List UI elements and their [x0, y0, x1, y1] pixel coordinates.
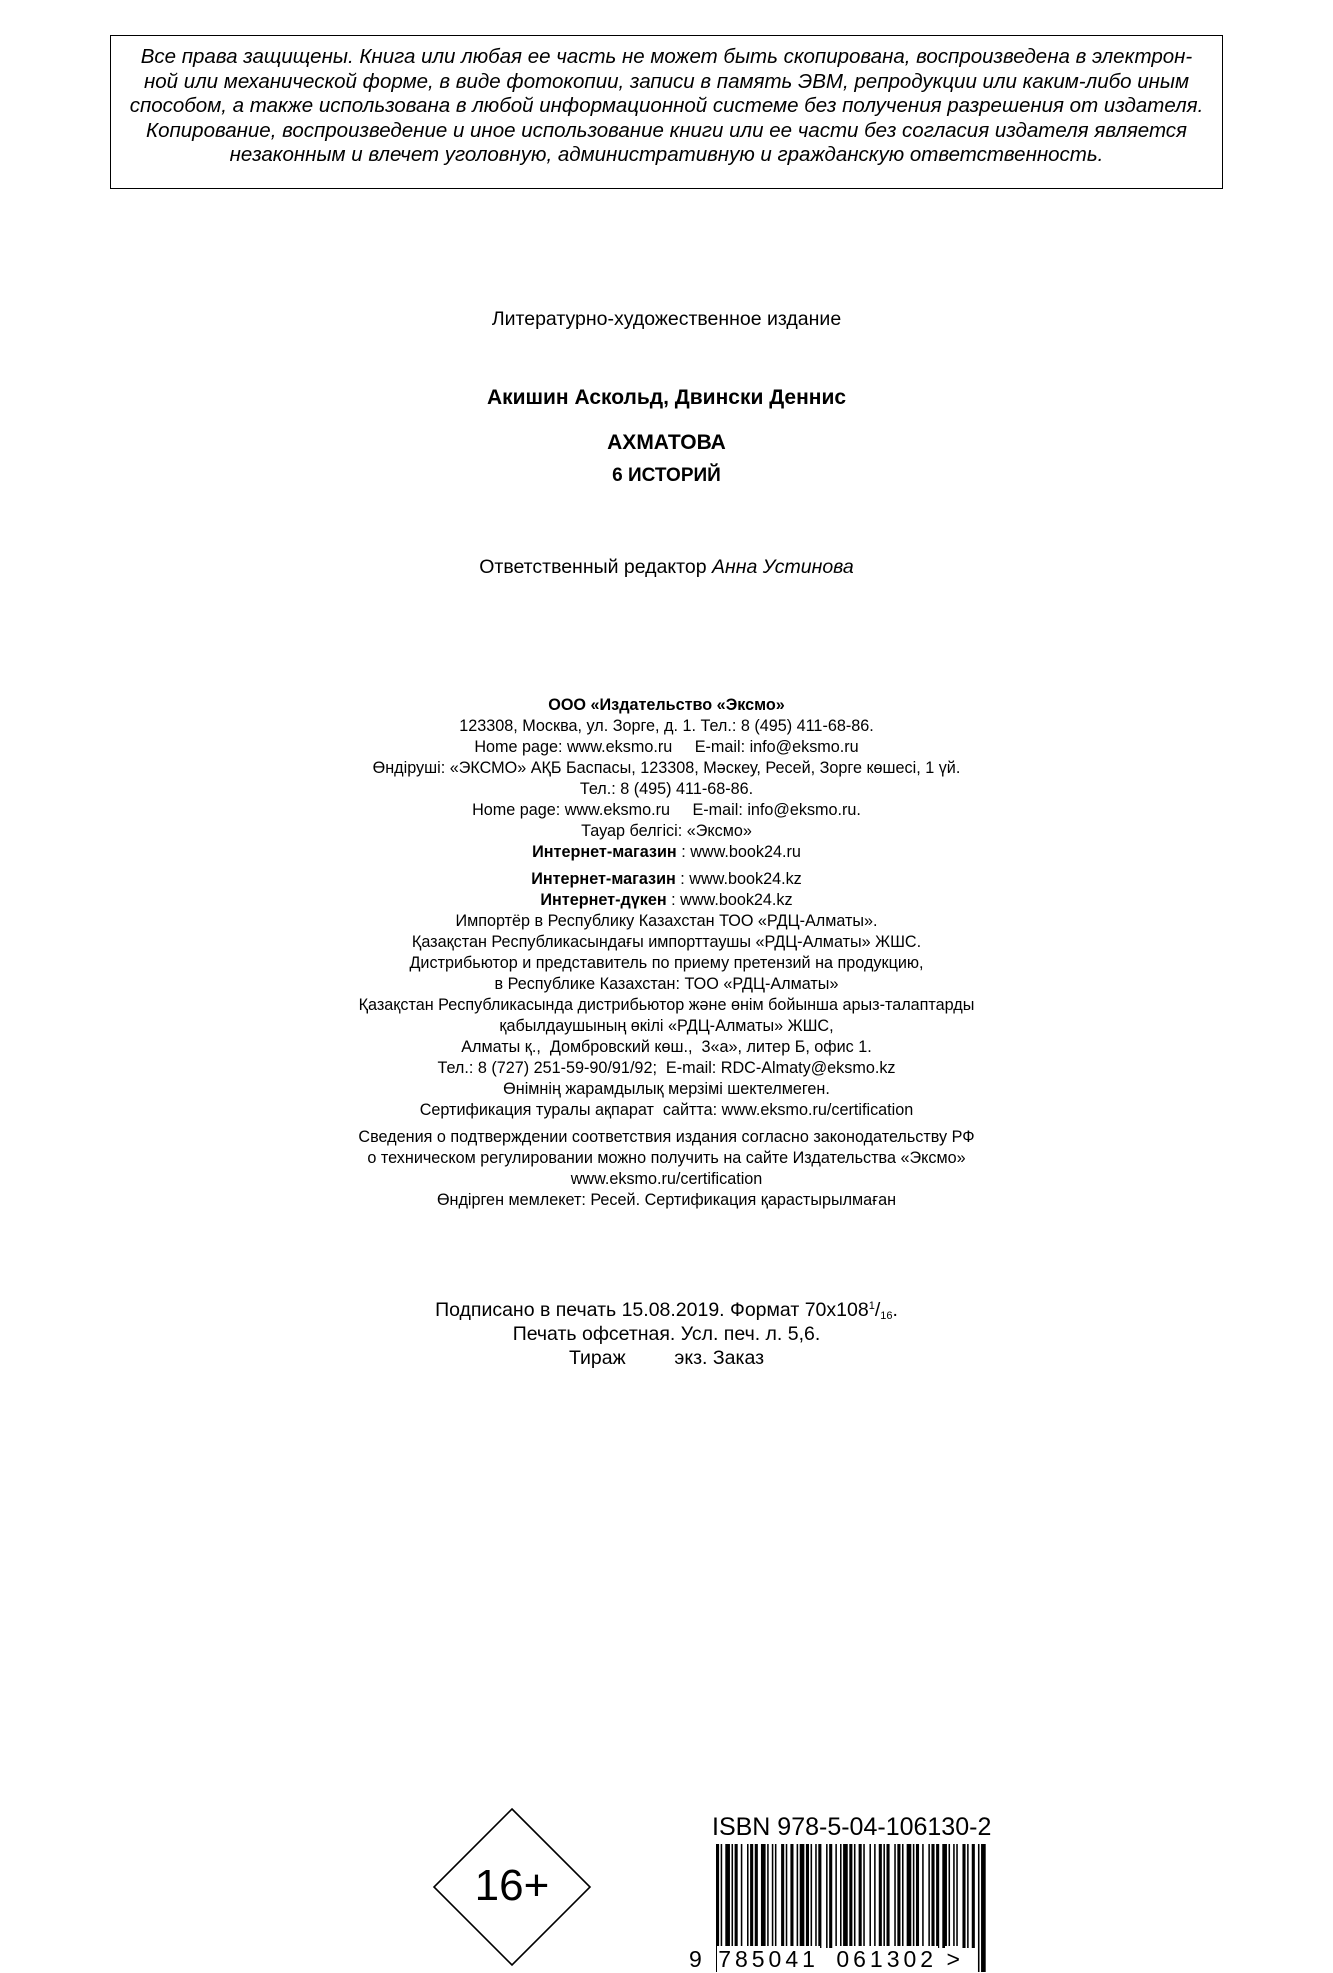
distributor-kz-line: қабылдаушының өкілі «РДЦ-Алматы» ЖШС, [499, 1017, 834, 1035]
copyright-line: Все права защищены. Книга или любая ее часть не может быть скопирована, воспроизведена в электрон- [140, 45, 1193, 68]
kz-web: Home page: www.eksmo.ru E-mail: info@eksmo.ru. [472, 801, 861, 819]
origin-country: Өндірген мемлекет: Ресей. Сертификация қарастырылмаған [436, 1191, 897, 1209]
shop-kz [0, 869, 1333, 890]
shop-ru-label: Интернет-магазин [532, 843, 677, 861]
editor-line [0, 556, 1333, 579]
circulation: Тираж экз. Заказ [568, 1347, 765, 1369]
shop-kz-value: : www.book24.kz [675, 870, 802, 888]
format-end: . [892, 1299, 898, 1321]
barcode-group-1: 785041 [718, 1946, 819, 1972]
isbn: ISBN 978-5-04-106130-2 [712, 1813, 992, 1841]
kz-address: Алматы қ., Домбровский көш., 3«а», литер Б, офис 1. [461, 1038, 872, 1056]
shop-ru [0, 842, 1333, 863]
copyright-line: незаконным и влечет уголовную, административную и гражданскую ответственность. [229, 143, 1104, 167]
distributor-line: Дистрибьютор и представитель по приему претензий на продукцию, [409, 954, 924, 972]
book-title: АХМАТОВА [607, 431, 726, 454]
book-subtitle: 6 ИСТОРИЙ [612, 465, 721, 486]
barcode-lead-digit: 9 [689, 1946, 703, 1972]
age-rating-text: 16+ [474, 1861, 550, 1910]
shop-kz-label: Интернет-магазин [531, 870, 676, 888]
shop-kz2-value: : www.book24.kz [666, 891, 793, 909]
shop-ru-value: : www.book24.ru [676, 843, 801, 861]
format-slash: / [874, 1299, 881, 1321]
authors: Акишин Аскольд, Двински Деннис [486, 386, 847, 409]
distributor-kz-line: Қазақстан Республикасында дистрибьютор және өнім бойынша арыз-талаптарды [358, 996, 975, 1014]
trademark: Тауар белгісі: «Эксмо» [581, 822, 752, 840]
kz-contacts: Тел.: 8 (727) 251-59-90/91/92; E-mail: RDC-Almaty@eksmo.kz [437, 1059, 896, 1077]
signed-line [0, 1298, 1333, 1322]
shop-kz2 [0, 890, 1333, 911]
format-denominator: 16 [880, 1310, 893, 1322]
editor-name: Анна Устинова [711, 556, 854, 578]
copyright-line: Копирование, воспроизведение и иное использование книги или ее части без согласия издателя является [146, 118, 1187, 142]
signed-text: Подписано в печать 15.08.2019. Формат 70x108 [435, 1299, 869, 1321]
editor-label: Ответственный редактор [479, 556, 707, 578]
barcode-marker: > [946, 1946, 961, 1972]
publisher-address: 123308, Москва, ул. Зорге, д. 1. Тел.: 8 (495) 411-68-86. [459, 717, 874, 735]
distributor-line: в Республике Казахстан: ТОО «РДЦ-Алматы» [494, 975, 839, 993]
barcode-digits [688, 1946, 962, 1973]
kz-producer: Өндіруші: «ЭКСМО» АҚБ Баспасы, 123308, Мәскеу, Ресей, Зорге көшесі, 1 үй. [372, 759, 961, 777]
importer-ru: Импортёр в Республику Казахстан ТОО «РДЦ-Алматы». [455, 912, 878, 930]
imprint-info [0, 1298, 1333, 1370]
copyright-line: ной или механической форме, в виде фотокопии, записи в память ЭВМ, репродукции или каким-либо иным [143, 69, 1190, 93]
cert-info: Сертификация туралы ақпарат сайтта: www.eksmo.ru/certification [419, 1101, 914, 1119]
shelf-life: Өнімнің жарамдылық мерзімі шектелмеген. [503, 1080, 830, 1098]
kz-phone: Тел.: 8 (495) 411-68-86. [579, 780, 754, 798]
edition-type: Литературно-художественное издание [491, 308, 842, 330]
importer-kz: Қазақстан Республикасындағы импорттаушы «РДЦ-Алматы» ЖШС. [411, 933, 922, 951]
print-info: Печать офсетная. Усл. печ. л. 5,6. [512, 1323, 821, 1345]
format-numerator: 1 [868, 1300, 875, 1312]
conformity-line: о техническом регулировании можно получить на сайте Издательства «Эксмо» [367, 1149, 966, 1167]
conformity-line: www.eksmo.ru/certification [570, 1170, 763, 1188]
publisher-name: ООО «Издательство «Эксмо» [548, 696, 785, 714]
conformity-line: Сведения о подтверждении соответствия издания согласно законодательству РФ [358, 1128, 975, 1146]
shop-kz2-label: Интернет-дүкен [540, 891, 667, 909]
publisher-web: Home page: www.eksmo.ru E-mail: info@eksmo.ru [474, 738, 859, 756]
publisher-info [0, 695, 1333, 1211]
barcode-group-2: 061302 [836, 1946, 938, 1972]
copyright-notice [110, 35, 1223, 189]
copyright-line: способом, а также использована в любой информационной системе без получения разрешения от издателя. [129, 94, 1204, 118]
